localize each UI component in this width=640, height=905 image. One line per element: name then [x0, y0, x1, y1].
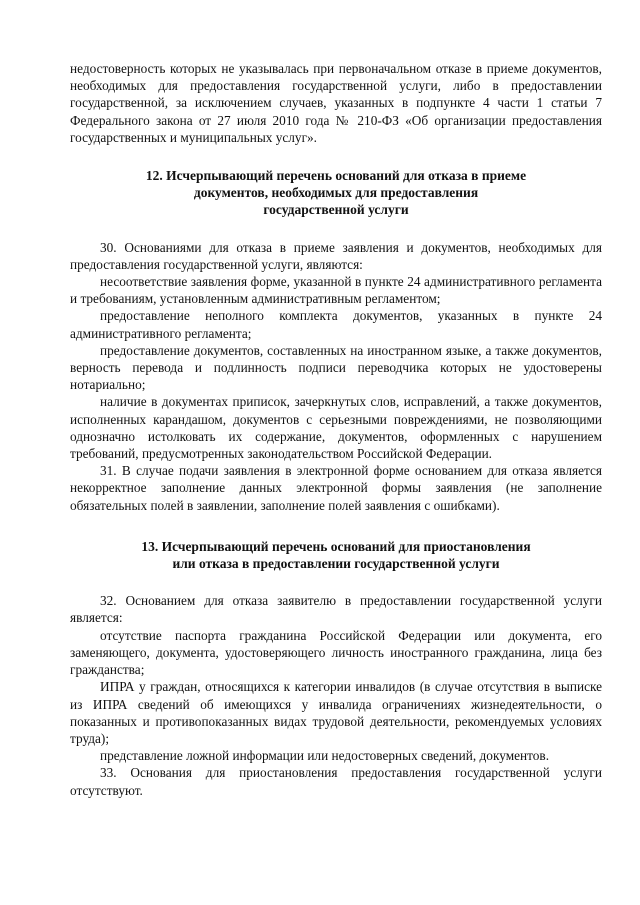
section-12-body [70, 239, 602, 514]
section-13-body [70, 592, 602, 798]
heading-line: 12. Исчерпывающий перечень оснований для отказа в приеме [145, 168, 527, 184]
list-item: несоответствие заявления форме, указанной в пункте 24 административного регламента и требованиям, установленным административным регламентом; [70, 274, 602, 307]
paragraph-32: 32. Основанием для отказа заявителю в предоставлении государственной услуги является: [70, 593, 602, 626]
list-item: предоставление неполного комплекта документов, указанных в пункте 24 административного регламента; [70, 308, 602, 341]
heading-line: 13. Исчерпывающий перечень оснований для приостановления [141, 538, 531, 554]
paragraph-33: 33. Основания для приостановления предоставления государственной услуги отсутствуют. [70, 765, 602, 798]
list-item: наличие в документах приписок, зачеркнутых слов, исправлений, а также документов, исполненных карандашом, документов с серьезными повреждениями, не позволяющими однозначно истолковать их содержание, документов, оформленных с нарушением требований, предусмотренных законодательством Российской Федерации. [70, 394, 602, 462]
section-12-heading [70, 167, 602, 219]
list-item: представление ложной информации или недостоверных сведений, документов. [100, 748, 550, 764]
heading-line: государственной услуги [263, 202, 409, 218]
paragraph-30: 30. Основаниями для отказа в приеме заявления и документов, необходимых для предоставления государственной услуги, являются: [70, 239, 602, 272]
list-item: отсутствие паспорта гражданина Российской Федерации или документа, его заменяющего, документа, удостоверяющего личность иностранного гражданина, лица без гражданства; [70, 627, 602, 678]
list-item: ИПРА у граждан, относящихся к категории инвалидов (в случае отсутствия в выписке из ИПРА сведений об имеющихся у инвалида ограничениях жизнедеятельности, о показанных и противопоказанных видах трудовой деятельности, рекомендуемых условиях труда); [70, 679, 602, 746]
intro-paragraph: недостоверность которых не указывалась при первоначальном отказе в приеме документов, необходимых для предоставления государственной услуги, либо в предоставлении государственной, за исключением случаев, указанных в подпункте 4 части 1 статьи 7 Федерального закона от 27 июля 2010 года № 210-ФЗ «Об организации предоставления государственных и муниципальных услуг». [70, 61, 602, 145]
section-13-heading [70, 538, 602, 572]
paragraph-31: 31. В случае подачи заявления в электронной форме основанием для отказа является некорректное заполнение данных электронной формы заявления (не заполнение обязательных полей в заявлении, заполнение полей заявления с ошибками). [70, 463, 602, 513]
list-item: предоставление документов, составленных на иностранном языке, а также документов, верность перевода и подлинность подписи переводчика которых не удостоверены нотариально; [70, 342, 602, 393]
heading-line: или отказа в предоставлении государственной услуги [172, 556, 500, 572]
heading-line: документов, необходимых для предоставления [193, 185, 479, 201]
